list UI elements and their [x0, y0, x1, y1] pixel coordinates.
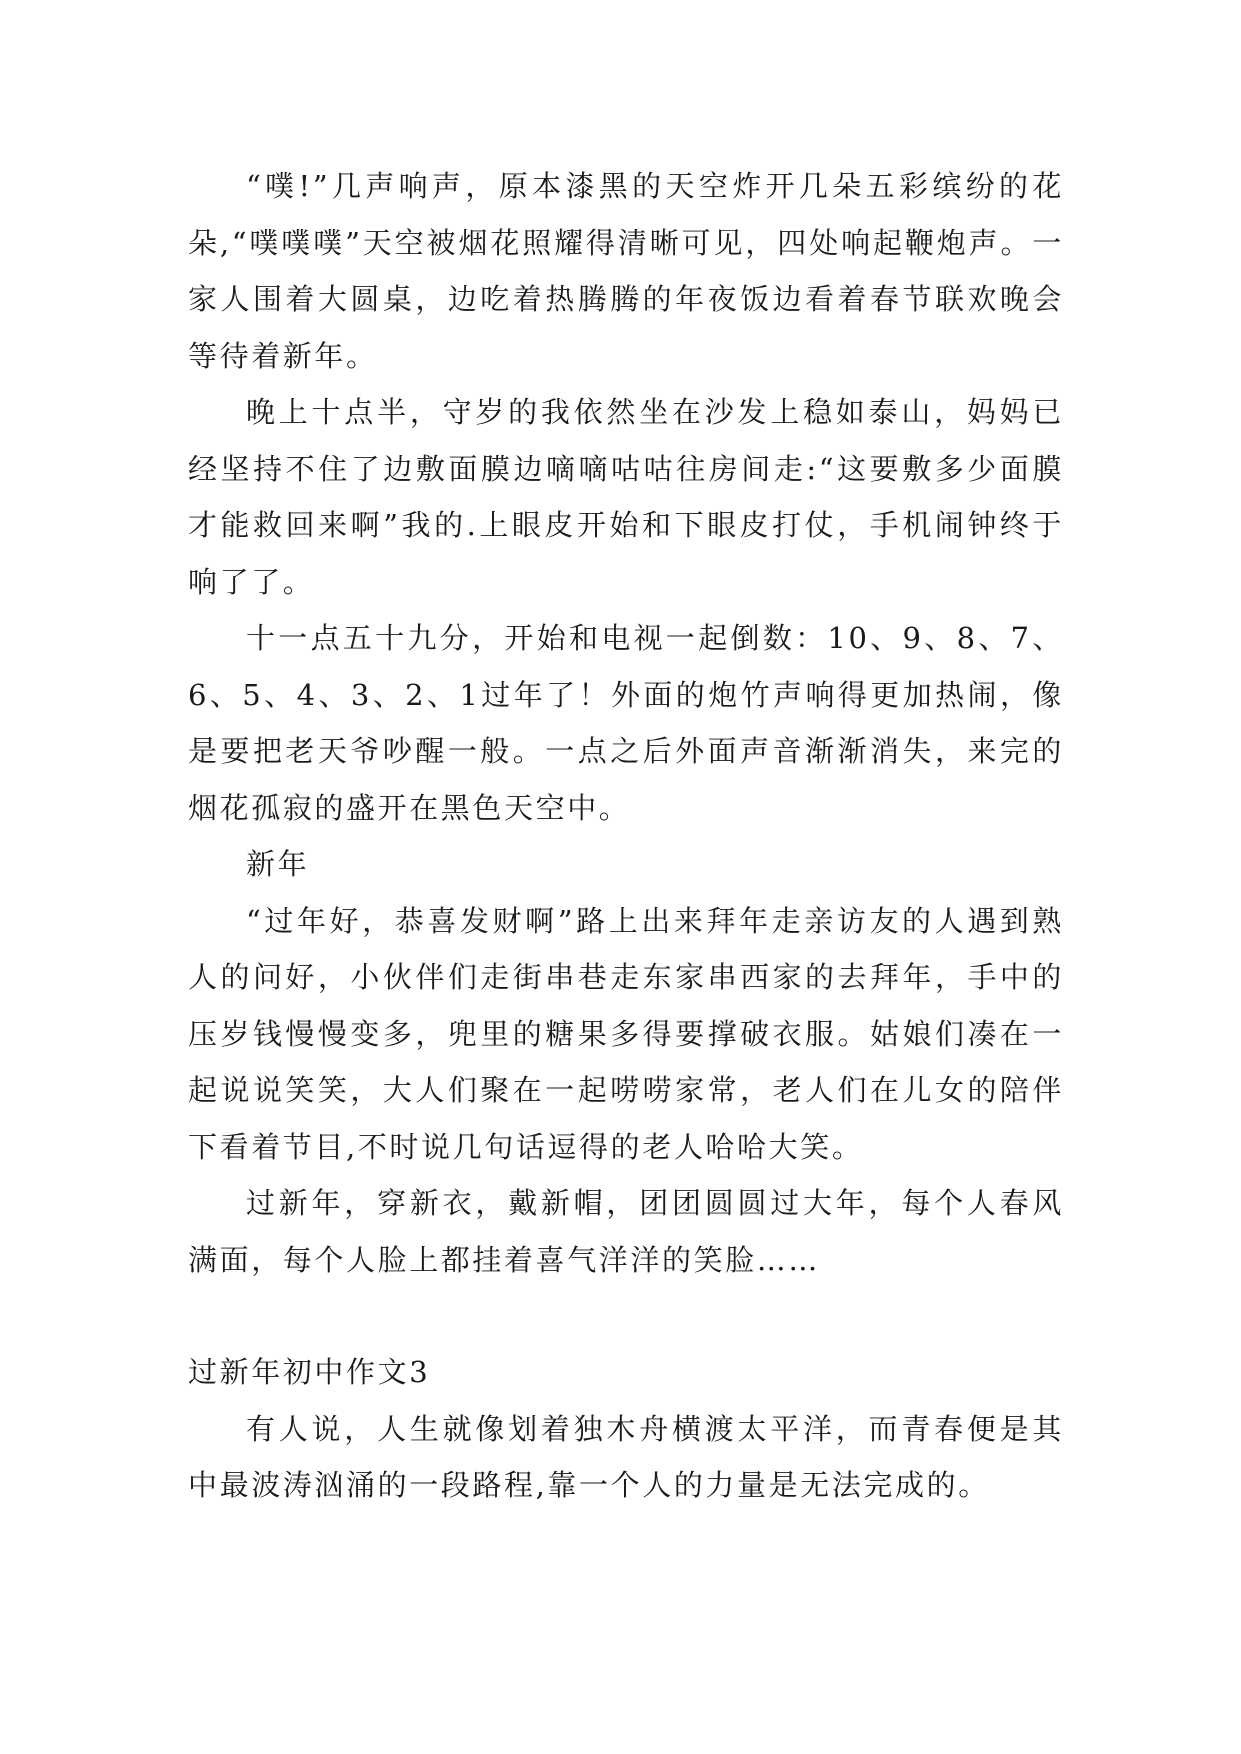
paragraph-staying-up: 晚上十点半，守岁的我依然坐在沙发上稳如泰山，妈妈已经坚持不住了边敷面膜边嘀嘀咕咕往房间走:“这要敷多少面膜才能救回来啊”我的.上眼皮开始和下眼皮打仗，手机闹钟终于响了了。: [188, 395, 1064, 599]
paragraph-greetings: “过年好，恭喜发财啊”路上出来拜年走亲访友的人遇到熟人的问好，小伙伴们走街串巷走东家串西家的去拜年，手中的压岁钱慢慢变多，兜里的糖果多得要撑破衣服。姑娘们凑在一起说说笑笑，大人们聚在一起唠唠家常，老人们在儿女的陪伴下看着节目,不时说几句话逗得的老人哈哈大笑。: [188, 903, 1064, 1164]
paragraph-new-year-label: 新年: [246, 847, 310, 881]
section-title: 过新年初中作文3: [188, 1355, 431, 1389]
document-page: [188, 158, 1064, 1514]
paragraph-countdown: 十一点五十九分，开始和电视一起倒数：10、9、8、7、6、5、4、3、2、1过年了！外面的炮竹声响得更加热闹，像是要把老天爷吵醒一般。一点之后外面声音渐渐消失，来完的烟花孤寂的盛开在黑色天空中。: [188, 621, 1064, 825]
paragraph-fireworks: “噗!”几声响声，原本漆黑的天空炸开几朵五彩缤纷的花朵,“噗噗噗”天空被烟花照耀得清晰可见，四处响起鞭炮声。一家人围着大圆桌，边吃着热腾腾的年夜饭边看着春节联欢晚会等待着新年。: [188, 169, 1064, 373]
paragraph-life-journey: 有人说，人生就像划着独木舟横渡太平洋，而青春便是其中最波涛汹涌的一段路程,靠一个人的力量是无法完成的。: [188, 1411, 1064, 1502]
paragraph-new-clothes: 过新年，穿新衣，戴新帽，团团圆圆过大年，每个人春风满面，每个人脸上都挂着喜气洋洋的笑脸……: [188, 1186, 1064, 1277]
